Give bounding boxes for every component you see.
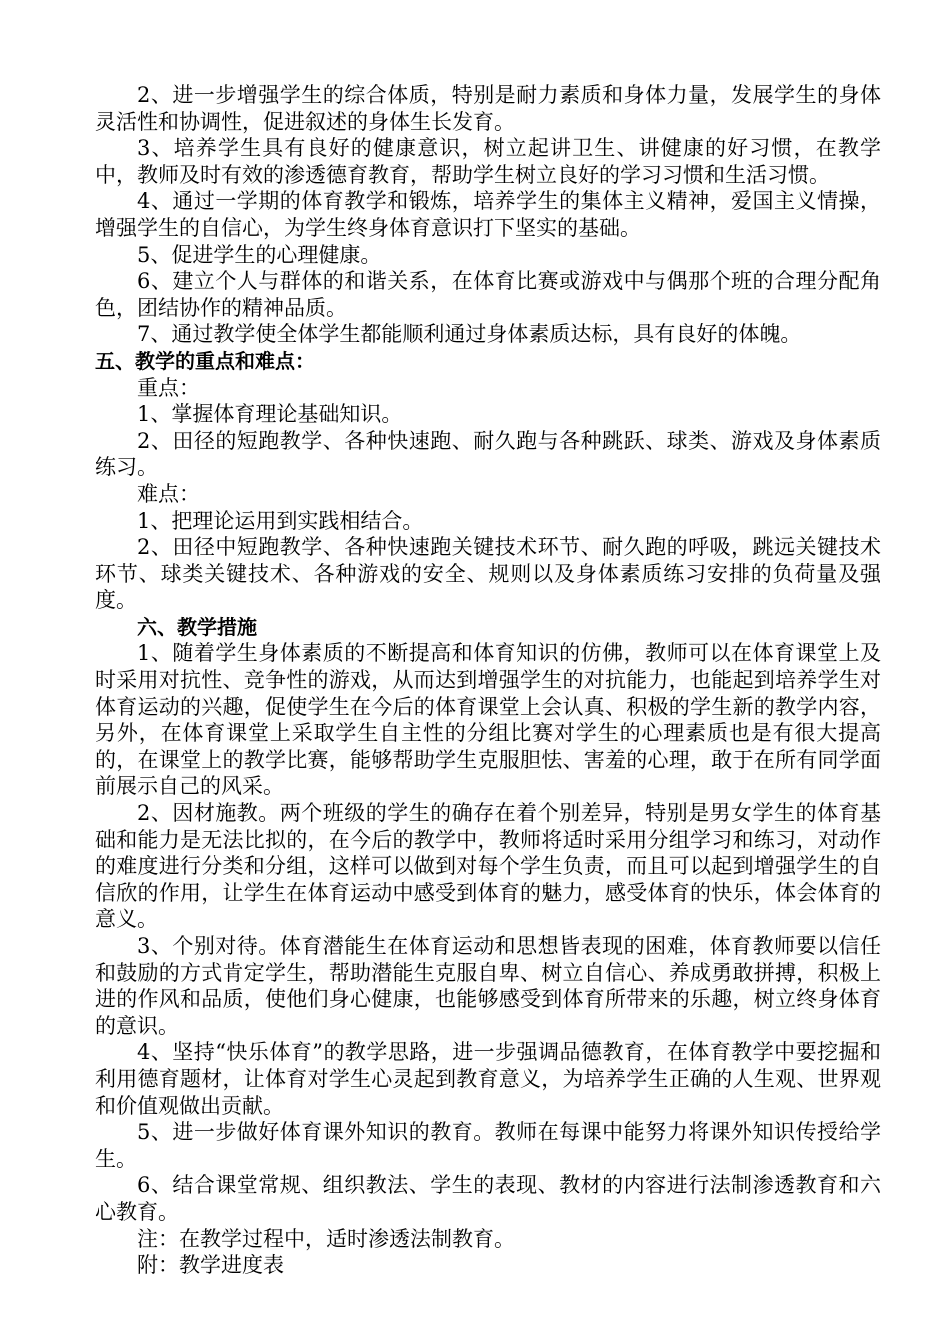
goal-paragraph: 2、进一步增强学生的综合体质，特别是耐力素质和身体力量，发展学生的身体灵活性和协调性，促进叙述的身体生长发育。: [95, 83, 881, 134]
section-heading-key-difficult: 五、教学的重点和难点：: [95, 348, 315, 373]
document-page: [95, 82, 881, 1279]
key-points-label: 重点：: [137, 375, 200, 400]
section-heading-measures: 六、教学措施: [137, 614, 257, 639]
goal-paragraph: 6、建立个人与群体的和谐关系，在体育比赛或游戏中与偶那个班的合理分配角色，团结协作的精神品质。: [95, 269, 881, 320]
measure-paragraph: 6、结合课堂常规、组织教法、学生的表现、教材的内容进行法制渗透教育和六心教育。: [95, 1173, 881, 1224]
goal-paragraph: 5、促进学生的心理健康。: [137, 242, 382, 267]
key-point: 1、掌握体育理论基础知识。: [137, 402, 403, 427]
measure-paragraph: 2、因材施教。两个班级的学生的确存在着个别差异，特别是男女学生的体育基础和能力是无法比拟的，在今后的教学中，教师将适时采用分组学习和练习，对动作的难度进行分类和分组，这样可以做到对每个学生负责，而且可以起到增强学生的自信欣的作用，让学生在体育运动中感受到体育的魅力，感受体育的快乐，体会体育的意义。: [95, 801, 881, 932]
measure-paragraph: 5、进一步做好体育课外知识的教育。教师在每课中能努力将课外知识传授给学生。: [95, 1120, 881, 1171]
difficult-point: 2、田径中短跑教学、各种快速跑关键技术环节、耐久跑的呼吸，跳远关键技术环节、球类关键技术、各种游戏的安全、规则以及身体素质练习安排的负荷量及强度。: [95, 535, 881, 613]
goal-paragraph: 3、培养学生具有良好的健康意识，树立起讲卫生、讲健康的好习惯，在教学中，教师及时有效的渗透德育教育，帮助学生树立良好的学习习惯和生活习惯。: [95, 136, 881, 187]
appendix-paragraph: 附：教学进度表: [137, 1253, 284, 1278]
goal-paragraph: 7、通过教学使全体学生都能顺利通过身体素质达标，具有良好的体魄。: [137, 322, 802, 347]
measure-paragraph: 3、个别对待。体育潜能生在体育运动和思想皆表现的困难，体育教师要以信任和鼓励的方式肯定学生，帮助潜能生克服自卑、树立自信心、养成勇敢拼搏，积极上进的作风和品质，使他们身心健康，也能够感受到体育所带来的乐趣，树立终身体育的意识。: [95, 934, 881, 1038]
key-point: 2、田径的短跑教学、各种快速跑、耐久跑与各种跳跃、球类、游戏及身体素质练习。: [95, 428, 881, 480]
goal-paragraph: 4、通过一学期的体育教学和锻炼，培养学生的集体主义精神，爱国主义情操，增强学生的自信心，为学生终身体育意识打下坚实的基础。: [95, 189, 881, 240]
difficult-point: 1、把理论运用到实践相结合。: [137, 508, 424, 533]
note-paragraph: 注：在教学过程中，适时渗透法制教育。: [137, 1226, 515, 1251]
difficult-points-label: 难点：: [137, 481, 200, 506]
measure-paragraph: 4、坚持“快乐体育”的教学思路，进一步强调品德教育，在体育教学中要挖掘和利用德育题材，让体育对学生心灵起到教育意义，为培养学生正确的人生观、世界观和价值观做出贡献。: [95, 1040, 881, 1118]
measure-paragraph: 1、随着学生身体素质的不断提高和体育知识的仿佛，教师可以在体育课堂上及时采用对抗性、竞争性的游戏，从而达到增强学生的对抗能力，也能起到培养学生对体育运动的兴趣，促使学生在今后的体育课堂上会认真、积极的学生新的教学内容，另外，在体育课堂上采取学生自主性的分组比赛对学生的心理素质也是有很大提高的，在课堂上的教学比赛，能够帮助学生克服胆怯、害羞的心理，敢于在所有同学面前展示自己的风采。: [95, 641, 881, 799]
